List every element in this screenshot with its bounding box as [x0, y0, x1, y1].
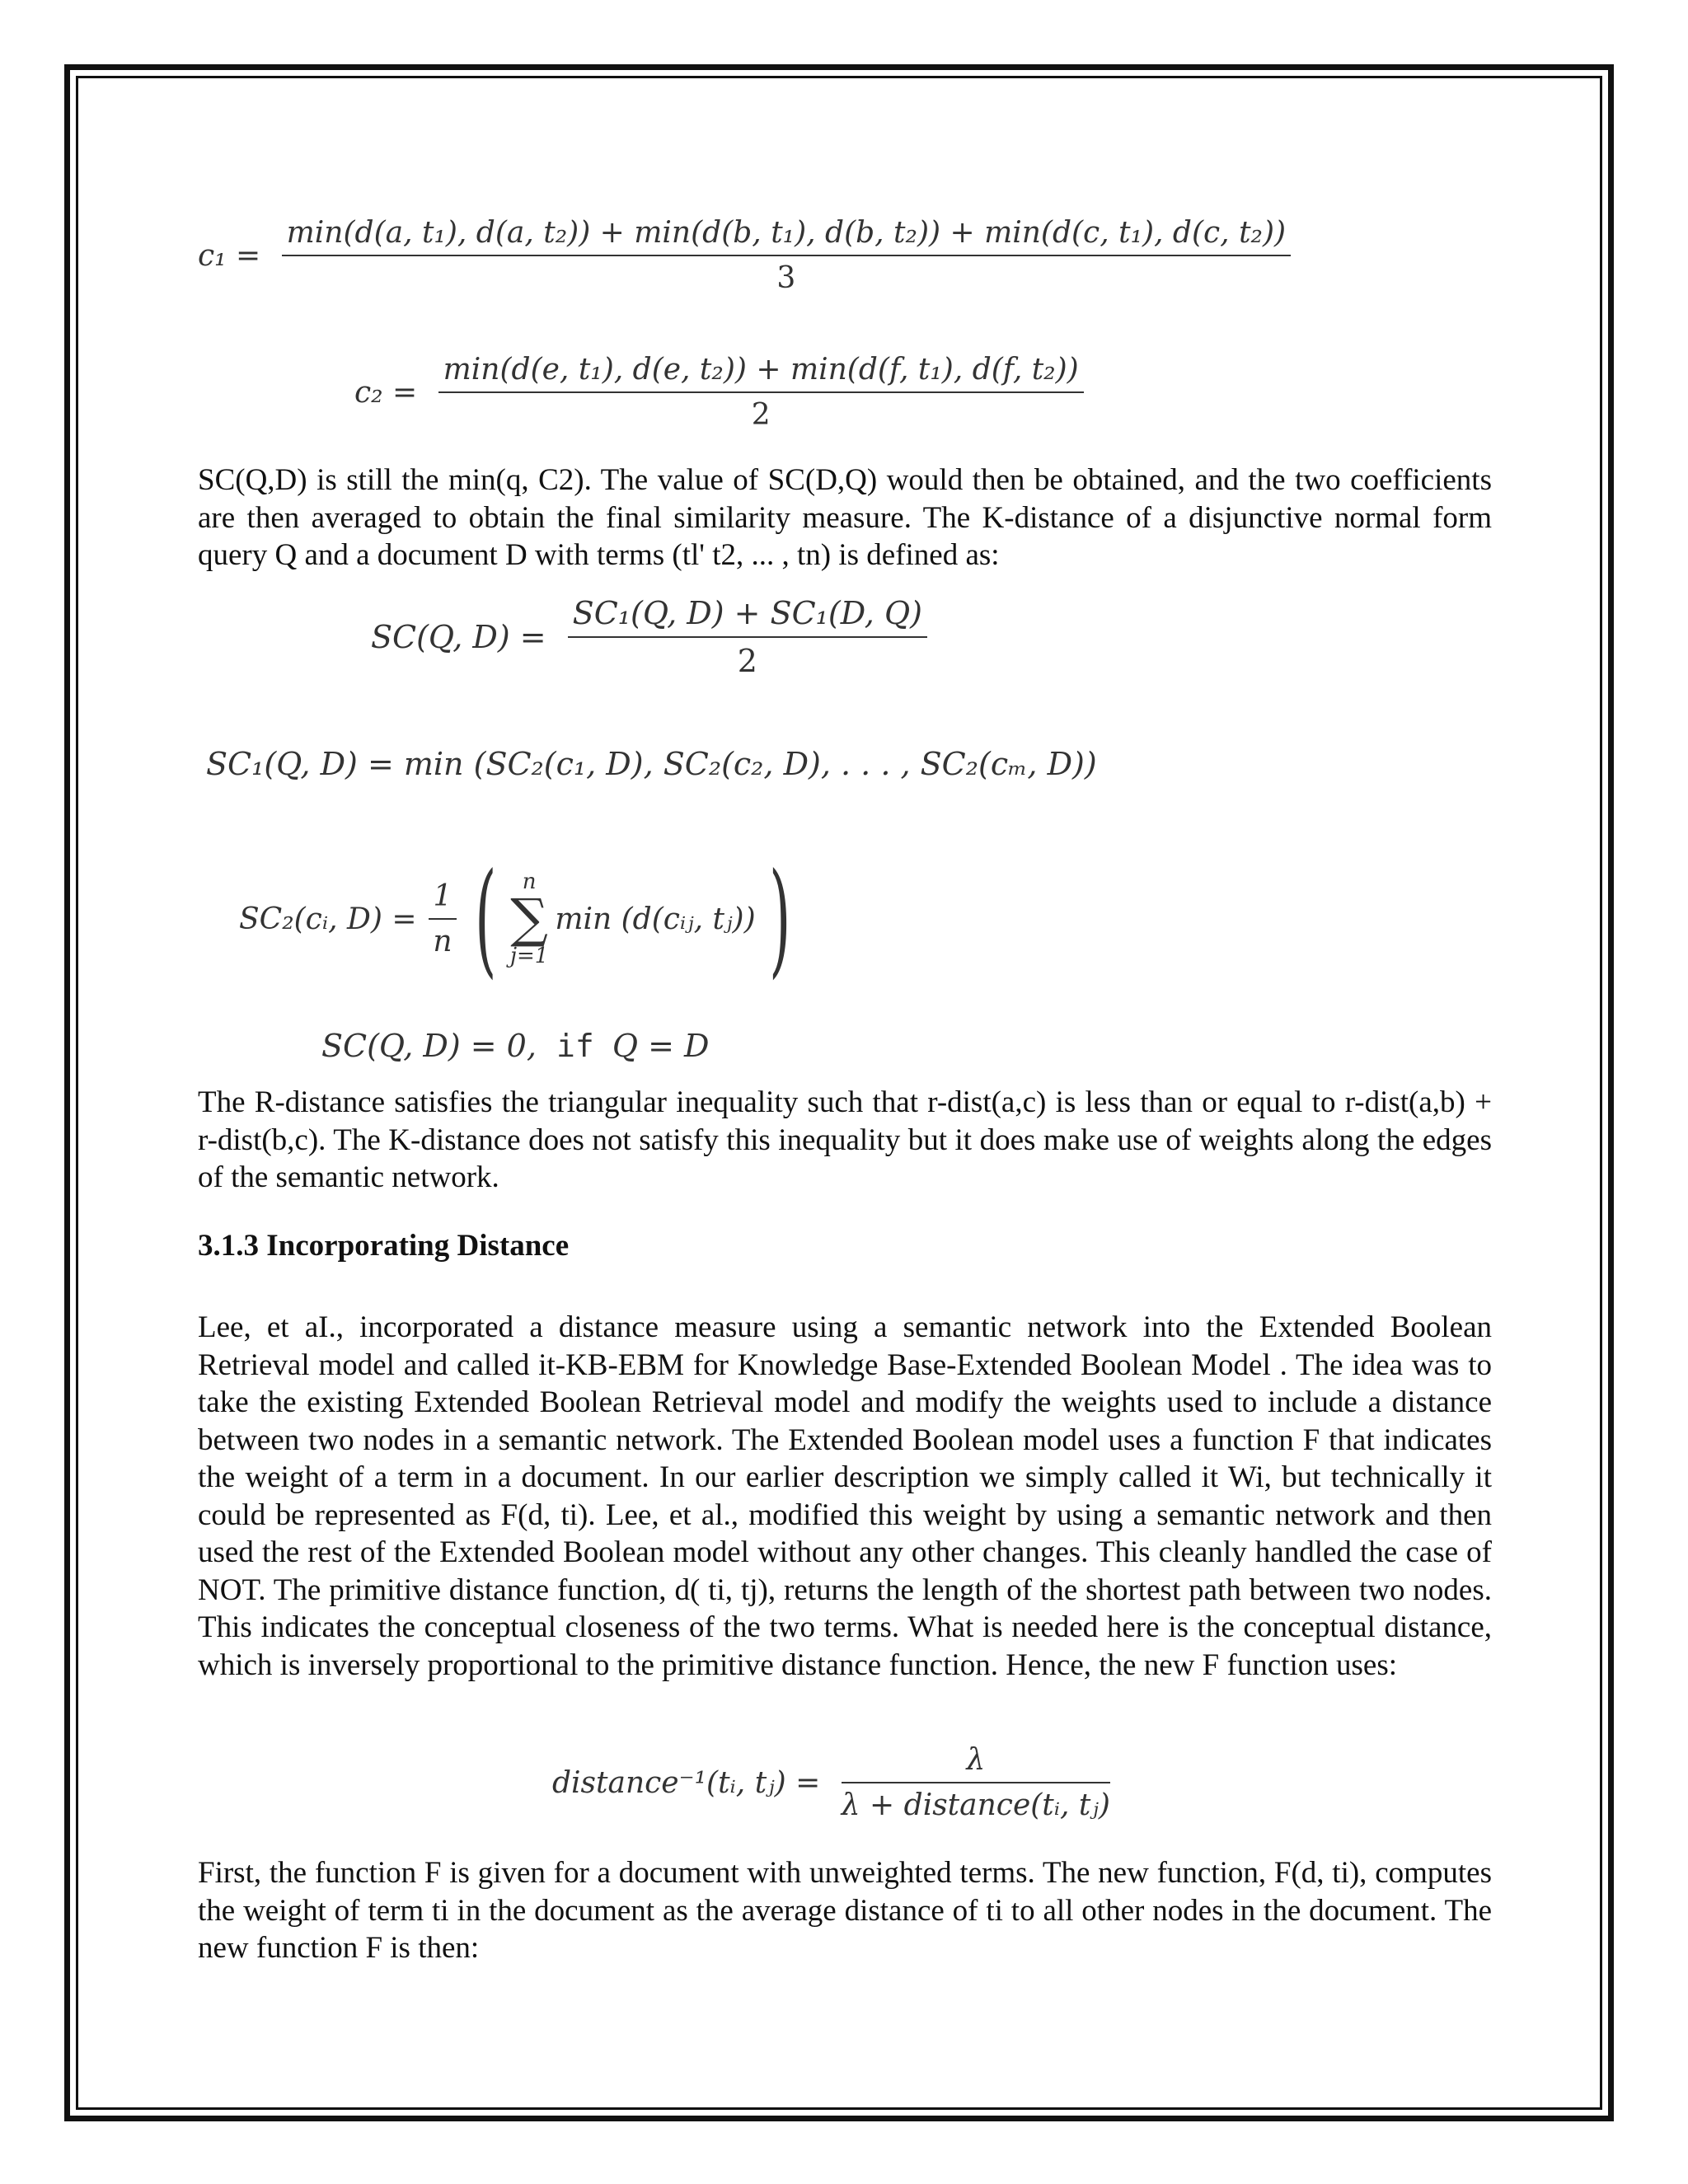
equation-sc-zero-rhs: Q = D	[612, 1028, 710, 1064]
summation	[510, 871, 548, 967]
paragraph-1: SC(Q,D) is still the min(q, C2). The value of SC(D,Q) would then be obtained, and the two coefficients are then averaged to obtain the final similarity measure. The K-distance of a disjunctive normal form query Q and a document D with terms (tl' t2, ... , tn) is defined as:	[198, 463, 1492, 572]
equation-c2-lhs: c₂ =	[354, 375, 418, 410]
sigma-symbol: ∑	[510, 888, 548, 949]
right-paren: )	[768, 847, 791, 991]
equation-c2-numerator: min(d(e, t₁), d(e, t₂)) + min(d(f, t₁), d(f, t₂))	[438, 353, 1084, 393]
equation-sc-lhs: SC(Q, D) =	[371, 619, 546, 655]
equation-sc1	[206, 746, 1097, 782]
equation-c1-numerator: min(d(a, t₁), d(a, t₂)) + min(d(b, t₁), d(b, t₂)) + min(d(c, t₁), d(c, t₂))	[282, 216, 1291, 256]
equation-sc-zero-if: if	[556, 1028, 594, 1064]
equation-distance	[552, 1743, 1110, 1822]
equation-sc2-lhs: SC₂(cᵢ, D) =	[239, 902, 417, 936]
equation-distance-denominator: λ + distance(tᵢ, tⱼ)	[841, 1788, 1110, 1822]
equation-distance-lhs: distance⁻¹(tᵢ, tⱼ) =	[552, 1765, 821, 1800]
equation-c1-fraction	[282, 216, 1291, 295]
equation-sc2-fraction	[429, 879, 457, 958]
equation-c2-fraction	[438, 353, 1084, 432]
equation-sc2	[239, 847, 804, 991]
paragraph-2: The R-distance satisfies the triangular inequality such that r-dist(a,c) is less than or equal to r-dist(a,b) + r-dist(b,c). The K-distance does not satisfy this inequality but it does make use of weights along the edges of the semantic network.	[198, 1085, 1492, 1194]
equation-c2-denominator: 2	[751, 398, 771, 432]
equation-sc-numerator: SC₁(Q, D) + SC₁(D, Q)	[568, 595, 927, 638]
section-heading: 3.1.3 Incorporating Distance	[198, 1229, 570, 1263]
equation-distance-fraction	[842, 1743, 1110, 1822]
equation-c2	[354, 353, 1084, 432]
equation-sc-zero-lhs: SC(Q, D) = 0,	[321, 1028, 537, 1064]
summation-upper: n	[522, 869, 537, 894]
equation-sc-denominator: 2	[737, 643, 757, 679]
equation-distance-numerator: λ	[842, 1743, 1110, 1783]
equation-sc1-text: SC₁(Q, D) = min (SC₂(c₁, D), SC₂(c₂, D), . . . , SC₂(cₘ, D))	[206, 746, 1097, 782]
left-paren: (	[475, 847, 497, 991]
equation-sc2-body: min (d(cᵢⱼ, tⱼ))	[555, 902, 756, 936]
equation-c1-lhs: c₁ =	[198, 238, 261, 273]
equation-sc-fraction	[568, 595, 927, 679]
paragraph-4: First, the function F is given for a document with unweighted terms. The new function, F(d, ti), computes the weight of term ti in the document as the average distance of ti to all other nodes in the document. The new function F is then:	[198, 1856, 1492, 1965]
equation-sc2-frac-denominator: n	[433, 925, 452, 958]
equation-c1-denominator: 3	[776, 261, 796, 295]
equation-sc	[371, 595, 927, 679]
paragraph-3: Lee, et aI., incorporated a distance measure using a semantic network into the Extended Boolean Retrieval model and called it-KB-EBM for Knowledge Base-Extended Boolean Model . The idea was to take the existing Extended Boolean Retrieval model and modify the weights used to include a distance between two nodes in a semantic network. The Extended Boolean model uses a function F that indicates the weight of a term in a document. In our earlier description we simply called it Wi, but technically it could be represented as F(d, ti). Lee, et al., modified this weight by using a semantic network and then used the rest of the Extended Boolean model without any other changes. This cleanly handled the case of NOT. The primitive distance function, d( ti, tj), returns the length of the shortest path between two nodes. This indicates the conceptual closeness of the two terms. What is needed here is the conceptual distance, which is inversely proportional to the primitive distance function. Hence, the new F function uses:	[198, 1310, 1492, 1682]
equation-c1	[198, 216, 1291, 295]
equation-sc2-frac-numerator: 1	[429, 879, 457, 920]
equation-sc-zero	[321, 1028, 709, 1064]
summation-lower: j=1	[509, 944, 549, 968]
